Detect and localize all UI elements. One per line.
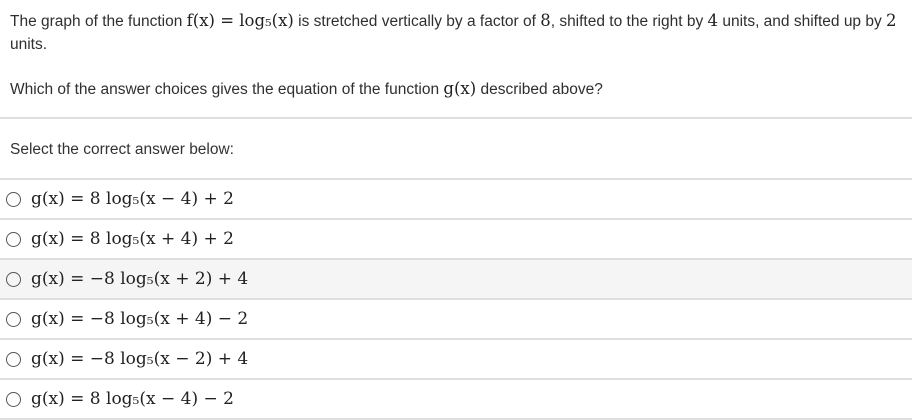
radio-button-icon[interactable] (6, 392, 21, 407)
ask-text: described above? (476, 81, 603, 98)
answer-choice-4[interactable] (0, 298, 912, 338)
answer-choice-2[interactable] (0, 218, 912, 258)
choice-label: g(x) = −8 log₅(x + 2) + 4 (31, 269, 249, 289)
stem-text: is stretched vertically by a factor of (293, 13, 541, 30)
answer-choice-5[interactable] (0, 338, 912, 378)
choice-label: g(x) = 8 log₅(x + 4) + 2 (31, 229, 234, 249)
up-shift-value: 2 (886, 11, 897, 30)
radio-button-icon[interactable] (6, 232, 21, 247)
question-ask (10, 77, 902, 101)
answer-choice-1[interactable] (0, 178, 912, 218)
function-g-expression: g(x) (443, 79, 477, 98)
ask-text: Which of the answer choices gives the equation of the function (10, 81, 444, 98)
stem-text: The graph of the function (10, 13, 187, 30)
choice-label: g(x) = 8 log₅(x − 4) + 2 (31, 189, 234, 209)
choice-label: g(x) = −8 log₅(x + 4) − 2 (31, 309, 249, 329)
radio-button-icon[interactable] (6, 192, 21, 207)
stem-text: , shifted to the right by (550, 13, 708, 30)
section-divider (0, 117, 912, 119)
question-text (0, 0, 912, 101)
function-f-expression: f(x) = log₅(x) (186, 11, 294, 30)
choice-label: g(x) = 8 log₅(x − 4) − 2 (31, 389, 234, 409)
answer-prompt: Select the correct answer below: (10, 141, 234, 158)
right-shift-value: 4 (707, 11, 719, 30)
stem-text: units, and shifted up by (718, 13, 887, 30)
radio-button-icon[interactable] (6, 272, 21, 287)
radio-button-icon[interactable] (6, 352, 21, 367)
question-stem (10, 9, 902, 56)
answer-choice-3[interactable] (0, 258, 912, 298)
stretch-factor: 8 (540, 11, 551, 30)
radio-button-icon[interactable] (6, 312, 21, 327)
choice-label: g(x) = −8 log₅(x − 2) + 4 (31, 349, 249, 369)
answer-choices (0, 178, 912, 420)
stem-text: units. (10, 36, 48, 53)
answer-choice-6[interactable] (0, 378, 912, 420)
